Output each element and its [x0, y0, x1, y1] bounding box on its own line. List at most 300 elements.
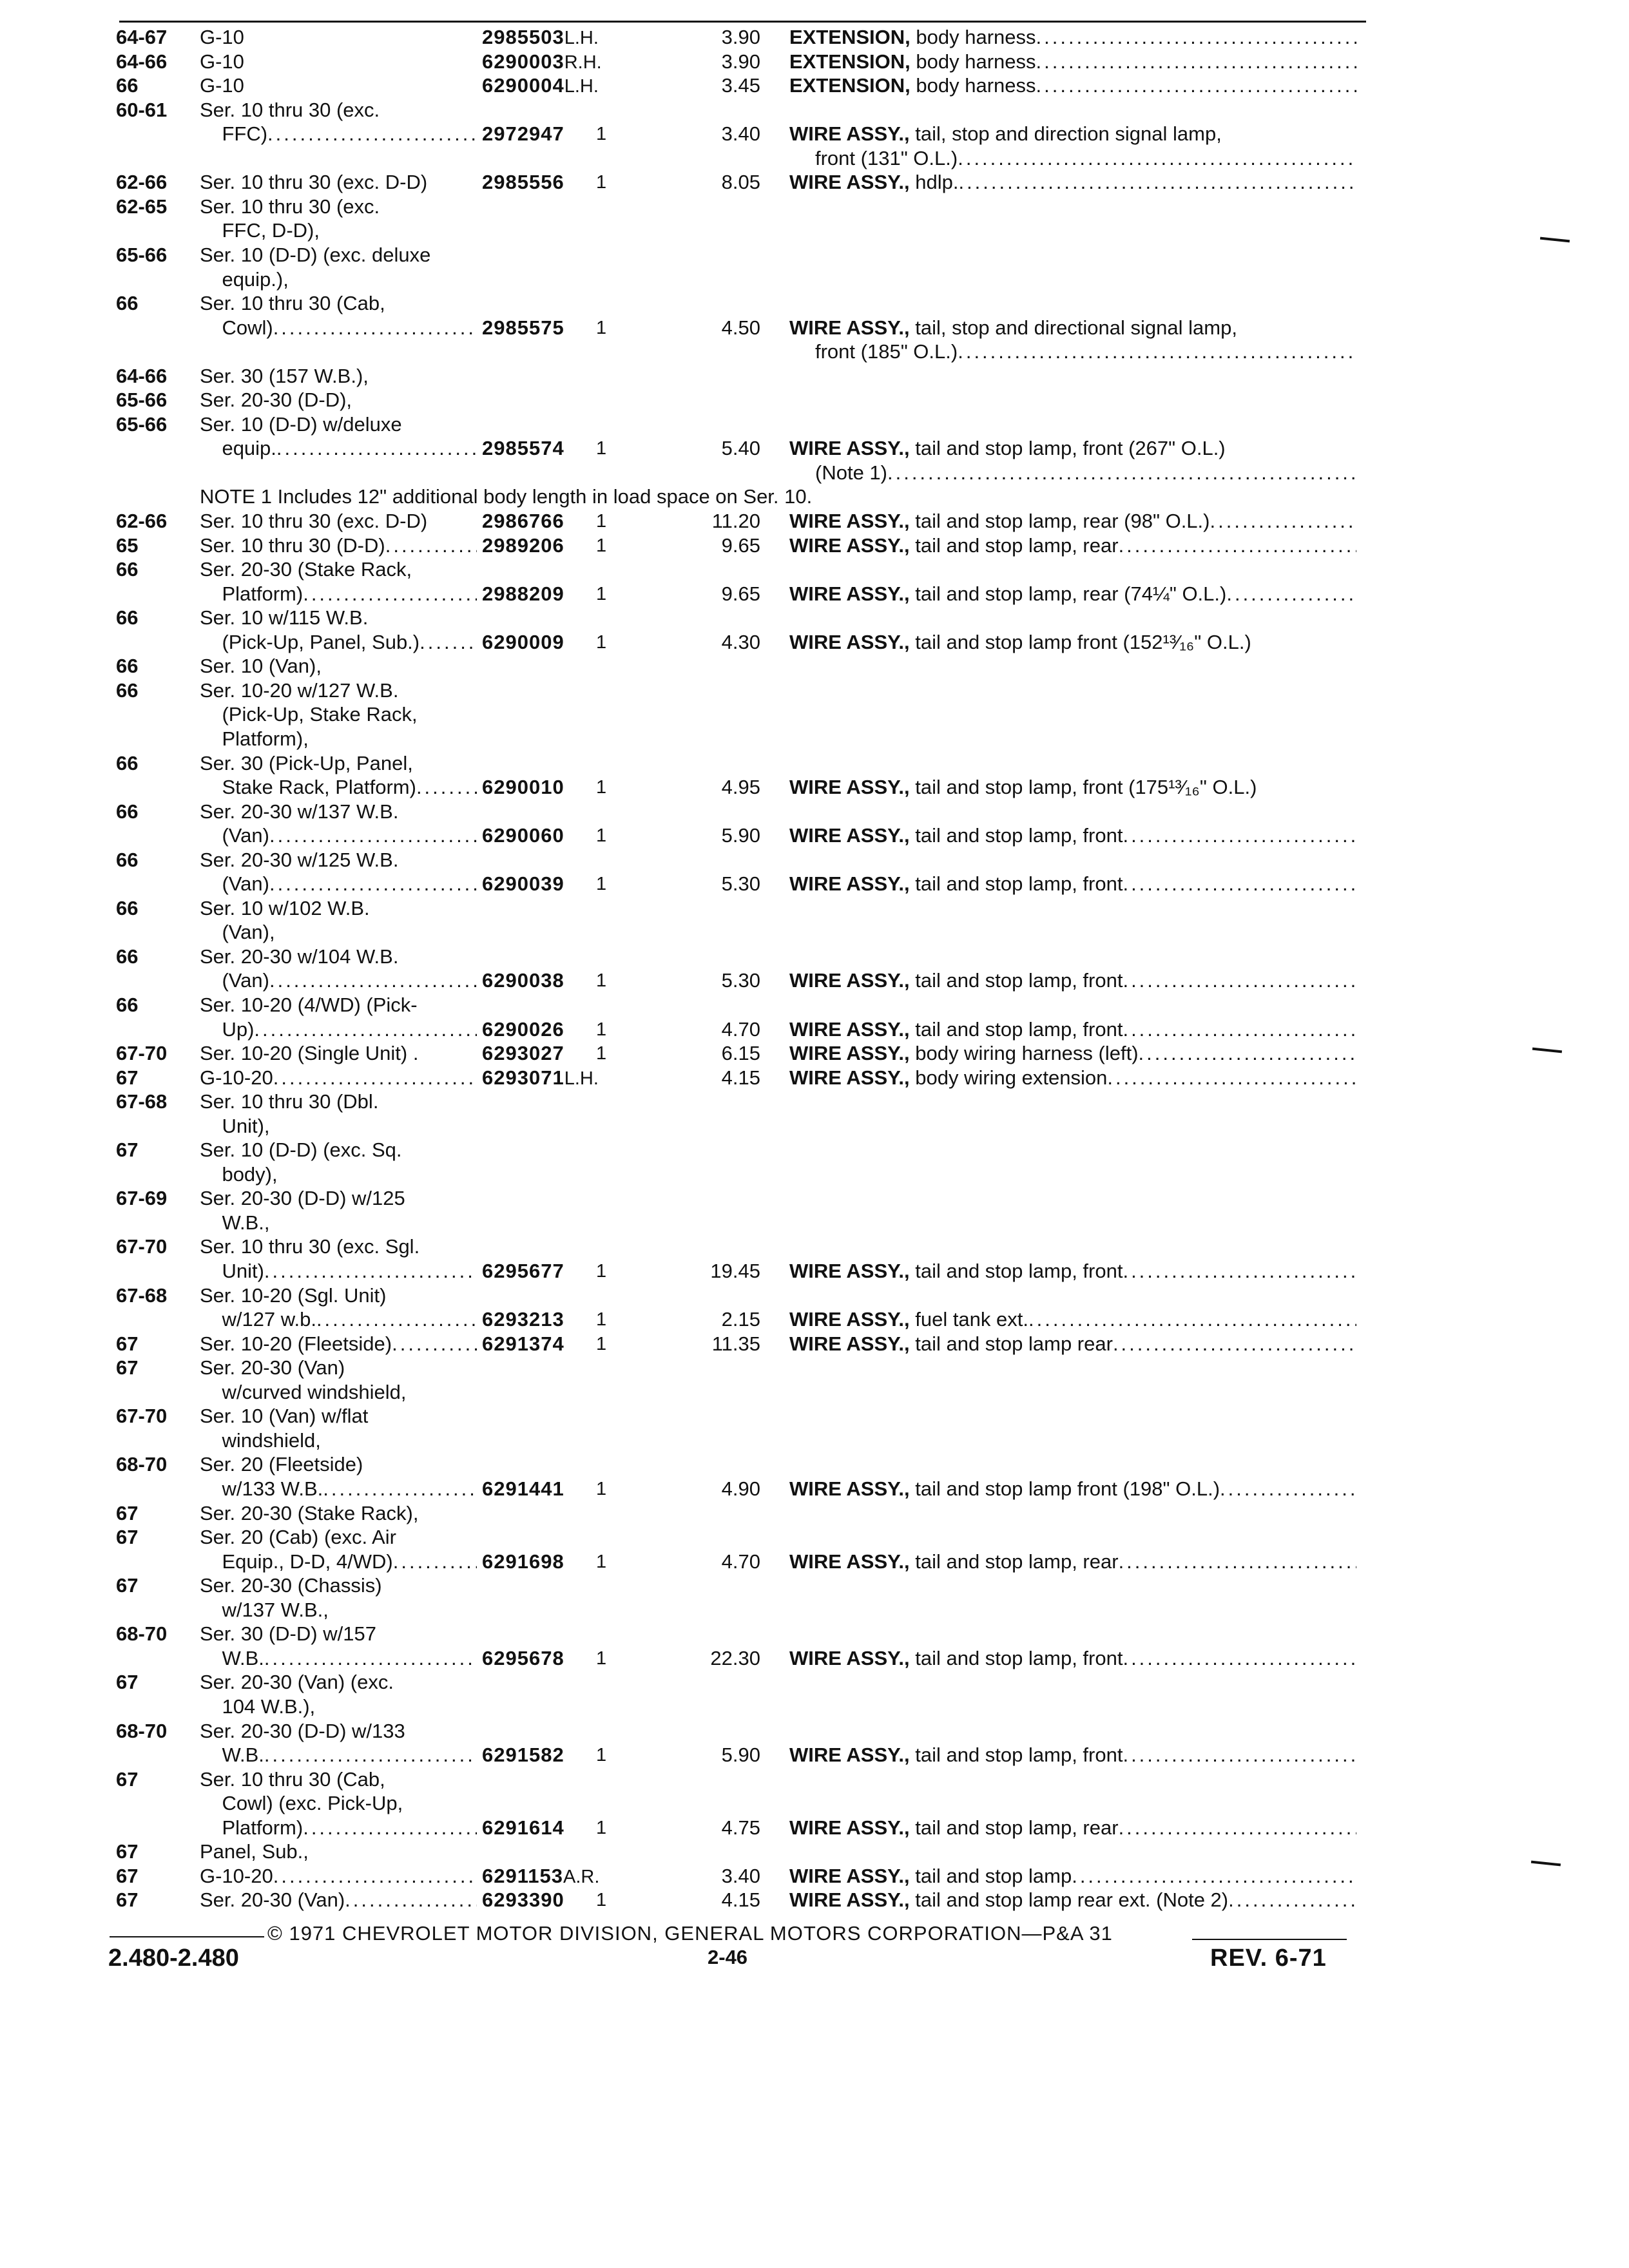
application — [200, 1381, 477, 1404]
description-label: WIRE ASSY., — [789, 1018, 910, 1041]
part-number — [482, 1018, 607, 1041]
application — [200, 752, 477, 775]
application — [200, 1550, 477, 1573]
model-year: 67-70 — [116, 1405, 168, 1427]
application-text: G-10-20 — [200, 1066, 273, 1089]
application — [200, 558, 477, 581]
model-year: 68-70 — [116, 1720, 168, 1742]
part-number — [482, 50, 602, 74]
application-text: Ser. 20 (Cab) (exc. Air — [200, 1526, 396, 1548]
application-text: Unit) — [200, 1260, 264, 1282]
application — [200, 994, 477, 1017]
application-text: Ser. 10 (Van) w/flat — [200, 1405, 369, 1427]
application — [200, 1526, 477, 1549]
application-text: (Van) — [200, 969, 269, 992]
application — [200, 1840, 477, 1863]
model-year: 67-68 — [116, 1090, 168, 1113]
application — [200, 582, 477, 606]
application-text: Ser. 10 thru 30 (Cab, — [200, 1768, 385, 1791]
model-year: 65-66 — [116, 413, 168, 436]
table-row — [0, 1574, 1629, 1597]
application — [200, 1671, 477, 1694]
description-label: WIRE ASSY., — [789, 122, 910, 145]
description-text: tail and stop lamp, front (267" O.L.) — [909, 437, 1226, 459]
model-year: 67 — [116, 1332, 139, 1355]
price: 4.30 — [721, 631, 760, 653]
dot-leader — [273, 1865, 477, 1888]
table-row — [0, 1235, 1629, 1258]
description-text: body wiring extension — [909, 1066, 1108, 1089]
price: 3.40 — [721, 1865, 760, 1887]
price: 3.90 — [721, 50, 760, 73]
table-row — [0, 461, 1629, 485]
table-row — [0, 74, 1629, 97]
model-year: 66 — [116, 897, 139, 919]
quantity: 1 — [596, 1648, 607, 1669]
description-label: EXTENSION, — [789, 74, 911, 97]
description-label: WIRE ASSY., — [789, 171, 910, 193]
application — [200, 1816, 477, 1840]
application — [200, 824, 477, 847]
table-row — [0, 1260, 1629, 1283]
model-year: 64-66 — [116, 365, 168, 387]
application — [200, 437, 477, 460]
application-text: Ser. 30 (157 W.B.), — [200, 365, 369, 387]
description-label: WIRE ASSY., — [789, 1865, 910, 1887]
table-row — [0, 655, 1629, 678]
application-text: Ser. 10 thru 30 (exc. Sgl. — [200, 1235, 420, 1258]
application — [200, 534, 477, 557]
price: 19.45 — [710, 1260, 760, 1282]
application-text: G-10 — [200, 26, 244, 48]
price: 5.30 — [721, 872, 760, 895]
part-number — [482, 26, 599, 50]
description-text: tail and stop lamp, front — [909, 969, 1123, 992]
application — [200, 1260, 477, 1283]
part-number-text: 2988209 — [482, 582, 564, 605]
part-number-text: 6291153 — [482, 1865, 563, 1887]
description-label: WIRE ASSY., — [789, 1647, 910, 1669]
table-row — [0, 316, 1629, 340]
description-label: WIRE ASSY., — [789, 582, 910, 605]
description-text: tail and stop lamp — [909, 1865, 1072, 1887]
application-text: Ser. 10 thru 30 (Dbl. — [200, 1090, 379, 1113]
table-row — [0, 50, 1629, 73]
dot-leader — [1119, 1816, 1356, 1840]
application — [200, 1502, 477, 1525]
part-number — [482, 1066, 599, 1090]
dot-leader — [958, 171, 1356, 194]
application-text: FFC, D-D), — [200, 219, 320, 242]
table-row — [0, 510, 1629, 533]
description — [789, 1865, 1356, 1888]
table-row — [0, 558, 1629, 581]
dot-leader — [1072, 1865, 1356, 1888]
application-text: (Van), — [200, 921, 275, 943]
model-year: 66 — [116, 849, 139, 871]
description-text: tail and stop lamp, rear — [909, 534, 1119, 557]
application-text: Ser. 20-30 (D-D) w/125 — [200, 1187, 405, 1209]
description — [789, 510, 1356, 533]
application — [200, 122, 477, 146]
application-text: Ser. 20-30 (Van) — [200, 1888, 345, 1911]
model-year: 62-65 — [116, 195, 168, 218]
part-number — [482, 872, 607, 896]
quantity: 1 — [596, 318, 607, 338]
quantity: A.R. — [563, 1867, 600, 1887]
application — [200, 316, 477, 340]
description — [789, 171, 1356, 194]
model-year: 64-66 — [116, 50, 168, 73]
part-number — [482, 122, 607, 146]
dot-leader — [887, 461, 1356, 485]
description — [789, 50, 1356, 73]
application — [200, 1187, 477, 1210]
application — [200, 244, 477, 267]
description-text: body harness — [910, 50, 1036, 73]
price: 5.90 — [721, 1744, 760, 1766]
quantity: 1 — [596, 1309, 607, 1330]
table-row — [0, 631, 1629, 654]
application-text: (Pick-Up, Panel, Sub.) — [200, 631, 420, 653]
application-text: Ser. 10 thru 30 (D-D) — [200, 534, 385, 557]
model-year: 65-66 — [116, 389, 168, 411]
model-year: 67 — [116, 1865, 139, 1887]
quantity: 1 — [596, 825, 607, 846]
application — [200, 1356, 477, 1379]
dot-leader — [1036, 26, 1357, 49]
application — [200, 1453, 477, 1476]
table-row — [0, 582, 1629, 606]
application-text: (Van) — [200, 872, 269, 895]
price: 3.45 — [721, 74, 760, 97]
quantity: R.H. — [564, 52, 602, 73]
page-number: 2-46 — [708, 1946, 748, 1968]
description-label: WIRE ASSY., — [789, 1332, 910, 1355]
description-label: WIRE ASSY., — [789, 1744, 910, 1766]
table-row — [0, 1768, 1629, 1791]
model-year: 67 — [116, 1066, 139, 1089]
description — [789, 1647, 1356, 1670]
table-row — [0, 921, 1629, 944]
description — [789, 316, 1356, 340]
dot-leader — [269, 824, 477, 847]
application-text: Ser. 10 thru 30 (exc. — [200, 99, 380, 121]
price: 5.40 — [721, 437, 760, 459]
price: 4.50 — [721, 316, 760, 339]
table-row — [0, 1115, 1629, 1138]
description — [789, 1744, 1356, 1767]
quantity: 1 — [596, 970, 607, 991]
part-number-text: 2986766 — [482, 510, 564, 532]
table-row — [0, 945, 1629, 968]
description-text: body harness — [910, 26, 1036, 48]
description — [789, 1550, 1356, 1573]
part-number-text: 6291614 — [482, 1816, 564, 1839]
model-year: 65-66 — [116, 244, 168, 266]
application-text: w/127 w.b. — [200, 1308, 316, 1331]
part-number-text: 2985503 — [482, 26, 564, 48]
copyright-text: © 1971 CHEVROLET MOTOR DIVISION, GENERAL MOTORS CORPORATION—P&A 31 — [267, 1922, 1113, 1945]
table-row — [0, 1090, 1629, 1113]
dot-leader — [392, 1332, 477, 1356]
description — [789, 1332, 1356, 1356]
application — [200, 703, 477, 726]
application-text: Platform), — [200, 727, 309, 750]
application-text: Ser. 10 thru 30 (exc. — [200, 195, 380, 218]
dot-leader — [385, 534, 477, 557]
price: 4.15 — [721, 1888, 760, 1911]
part-number — [482, 316, 607, 340]
table-row — [0, 1622, 1629, 1646]
application — [200, 679, 477, 702]
dot-leader — [264, 1647, 477, 1670]
description-label: WIRE ASSY., — [789, 1550, 910, 1573]
dot-leader — [1123, 872, 1356, 896]
description-label: EXTENSION, — [789, 26, 911, 48]
dot-leader — [1123, 1260, 1356, 1283]
table-row — [0, 1453, 1629, 1476]
part-number-text: 6293213 — [482, 1308, 564, 1331]
table-row — [0, 1018, 1629, 1041]
table-row — [0, 1888, 1629, 1912]
footer-rule — [1192, 1939, 1347, 1940]
dot-leader — [1028, 1308, 1356, 1331]
table-row — [0, 147, 1629, 170]
part-number-text: 6293071 — [482, 1066, 564, 1089]
application-text: Ser. 10 thru 30 (exc. D-D) — [200, 510, 428, 532]
table-row — [0, 1526, 1629, 1549]
description — [789, 631, 1356, 654]
model-year: 66 — [116, 74, 139, 97]
table-row — [0, 1695, 1629, 1718]
description-text: tail and stop lamp rear — [909, 1332, 1113, 1355]
model-year: 66 — [116, 679, 139, 702]
price: 8.05 — [721, 171, 760, 193]
model-year: 68-70 — [116, 1622, 168, 1645]
quantity: 1 — [596, 1261, 607, 1282]
table-row — [0, 195, 1629, 218]
description-text: tail and stop lamp, rear (98" O.L.) — [909, 510, 1210, 532]
application — [200, 1042, 477, 1065]
application-text: Ser. 10 (Van), — [200, 655, 322, 677]
dot-leader — [1113, 1332, 1356, 1356]
part-number-text: 6290060 — [482, 824, 564, 847]
application-text: Ser. 10 (D-D) (exc. Sq. — [200, 1139, 402, 1161]
description-label: WIRE ASSY., — [789, 1260, 910, 1282]
model-year: 67-70 — [116, 1042, 168, 1064]
table-row — [0, 413, 1629, 436]
application — [200, 1477, 477, 1501]
part-number — [482, 824, 607, 847]
table-row — [0, 1066, 1629, 1090]
quantity: L.H. — [564, 76, 599, 97]
description-label: WIRE ASSY., — [789, 1308, 910, 1331]
application-text: Panel, Sub., — [200, 1840, 309, 1863]
description-text: tail and stop lamp, front — [909, 824, 1123, 847]
part-number — [482, 1477, 607, 1501]
quantity: 1 — [596, 1019, 607, 1040]
description — [789, 872, 1356, 896]
description — [789, 582, 1356, 606]
quantity: 1 — [596, 124, 607, 144]
model-year: 62-66 — [116, 510, 168, 532]
part-number-text: 6293390 — [482, 1888, 564, 1911]
dot-leader — [323, 1477, 477, 1501]
table-row — [0, 1356, 1629, 1379]
dot-leader — [1119, 1550, 1356, 1573]
application — [200, 1018, 477, 1041]
part-number — [482, 1550, 607, 1573]
application-text: Ser. 10 thru 30 (Cab, — [200, 292, 385, 314]
application-text: W.B. — [200, 1647, 264, 1669]
dot-leader — [1123, 1018, 1356, 1041]
application — [200, 969, 477, 992]
part-number-text: 6291582 — [482, 1744, 564, 1766]
table-row — [0, 1477, 1629, 1501]
table-row — [0, 1599, 1629, 1622]
table-row — [0, 1163, 1629, 1186]
description-text: front (185" O.L.) — [815, 340, 958, 363]
part-number — [482, 1647, 607, 1670]
dot-leader — [303, 1816, 477, 1840]
quantity: L.H. — [564, 28, 599, 48]
part-number — [482, 631, 607, 654]
table-row — [0, 1647, 1629, 1670]
part-number — [482, 1332, 607, 1356]
part-number — [482, 534, 607, 557]
part-number-text: 6293027 — [482, 1042, 564, 1064]
description-label: WIRE ASSY., — [789, 1042, 910, 1064]
quantity: 1 — [596, 172, 607, 193]
application — [200, 1308, 477, 1331]
application — [200, 1792, 477, 1815]
description-text: tail, stop and direction signal lamp, — [909, 122, 1222, 145]
description-text: tail and stop lamp, rear (74¼" O.L.) — [909, 582, 1227, 605]
table-row — [0, 606, 1629, 629]
description-label: WIRE ASSY., — [789, 824, 910, 847]
model-year: 67 — [116, 1502, 139, 1524]
price: 4.75 — [721, 1816, 760, 1839]
price: 4.15 — [721, 1066, 760, 1089]
application — [200, 800, 477, 823]
application — [200, 1332, 477, 1356]
description-text: tail and stop lamp, front — [909, 1647, 1123, 1669]
table-row — [0, 1284, 1629, 1307]
table-row — [0, 1308, 1629, 1331]
part-number-text: 2972947 — [482, 122, 564, 145]
application — [200, 1720, 477, 1743]
dot-leader — [1139, 1042, 1356, 1065]
description — [789, 1260, 1356, 1283]
dot-leader — [958, 340, 1356, 363]
quantity: 1 — [596, 535, 607, 556]
application-text: body), — [200, 1163, 278, 1186]
application-text: FFC) — [200, 122, 268, 145]
part-number — [482, 74, 599, 98]
part-number-text: 6290004 — [482, 74, 564, 97]
description-text: tail and stop lamp front (152¹³⁄₁₆" O.L.) — [909, 631, 1251, 653]
application — [200, 727, 477, 751]
part-number-text: 2989206 — [482, 534, 564, 557]
part-number — [482, 969, 607, 992]
description-text: tail and stop lamp front (198" O.L.) — [909, 1477, 1220, 1500]
application-text: Platform) — [200, 1816, 304, 1839]
table-row — [0, 1550, 1629, 1573]
description-label: WIRE ASSY., — [789, 631, 910, 653]
part-number-text: 6290003 — [482, 50, 564, 73]
price: 11.35 — [711, 1332, 760, 1355]
table-row — [0, 1381, 1629, 1404]
application-text: Ser. 20-30 w/137 W.B. — [200, 800, 399, 823]
quantity: 1 — [596, 777, 607, 798]
footer-rule — [110, 1936, 264, 1937]
model-year: 66 — [116, 292, 139, 314]
part-number-text: 2985575 — [482, 316, 564, 339]
application — [200, 872, 477, 896]
part-number-text: 6295678 — [482, 1647, 564, 1669]
application — [200, 1695, 477, 1718]
application-text: Ser. 10 w/115 W.B. — [200, 606, 369, 629]
description-text: tail and stop lamp, front (175¹³⁄₁₆" O.L.) — [909, 776, 1257, 798]
description-label: WIRE ASSY., — [789, 316, 910, 339]
table-row — [0, 219, 1629, 242]
description-label: WIRE ASSY., — [789, 1066, 910, 1089]
dot-leader — [1226, 582, 1356, 606]
description-text: tail and stop lamp, rear — [909, 1816, 1119, 1839]
table-row — [0, 776, 1629, 799]
description-text: tail and stop lamp rear ext. (Note 2) — [909, 1888, 1229, 1911]
dot-leader — [1036, 74, 1357, 97]
table-row — [0, 26, 1629, 49]
table-row — [0, 1840, 1629, 1863]
application — [200, 921, 477, 944]
application — [200, 292, 477, 315]
dot-leader — [269, 872, 477, 896]
application-text: Cowl) — [200, 316, 273, 339]
application-text: G-10 — [200, 74, 244, 97]
application-text: Ser. 20-30 (Chassis) — [200, 1574, 382, 1597]
table-row — [0, 268, 1629, 291]
application — [200, 1574, 477, 1597]
description — [789, 534, 1356, 557]
quantity: 1 — [596, 874, 607, 894]
model-year: 66 — [116, 606, 139, 629]
price: 4.70 — [721, 1018, 760, 1041]
section-code: 2.480-2.480 — [108, 1945, 239, 1972]
table-row — [0, 1671, 1629, 1694]
application-text: equip.), — [200, 268, 289, 291]
model-year: 67 — [116, 1888, 139, 1911]
table-row — [0, 703, 1629, 726]
price: 11.20 — [711, 510, 760, 532]
description-label: WIRE ASSY., — [789, 1888, 910, 1911]
dot-leader — [416, 776, 477, 799]
application-text: Platform) — [200, 582, 304, 605]
part-number-text: 6295677 — [482, 1260, 564, 1282]
description-text: hdlp. — [909, 171, 959, 193]
price: 4.70 — [721, 1550, 760, 1573]
quantity: L.H. — [564, 1068, 599, 1089]
part-number — [482, 1816, 607, 1840]
application-text: Equip., D-D, 4/WD) — [200, 1550, 393, 1573]
application-text: Ser. 10-20 w/127 W.B. — [200, 679, 399, 702]
application-text: Ser. 10 thru 30 (exc. D-D) — [200, 171, 428, 193]
description — [789, 969, 1356, 992]
price: 4.90 — [721, 1477, 760, 1500]
model-year: 67 — [116, 1574, 139, 1597]
application — [200, 1115, 477, 1138]
